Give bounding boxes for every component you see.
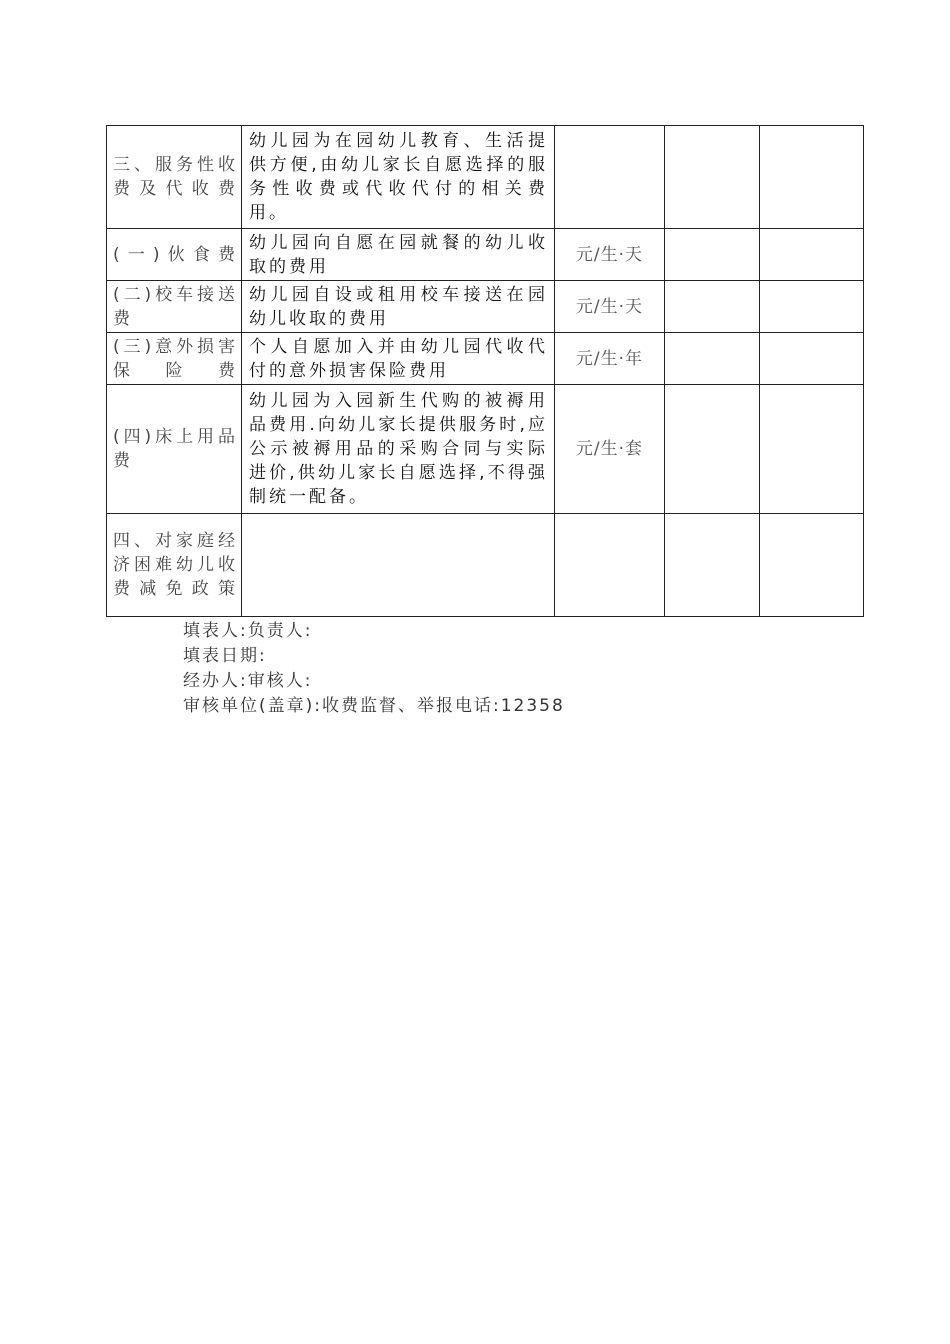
table-row	[107, 281, 864, 333]
review-unit-line: 审核单位(盖章):收费监督、举报电话:12358	[183, 696, 565, 716]
description-cell: 幼儿园自设或租用校车接送在园幼儿收取的费用	[242, 281, 555, 333]
handler-line: 经办人:审核人:	[183, 671, 313, 691]
blank-cell	[760, 514, 864, 617]
blank-cell	[665, 333, 760, 385]
description-cell: 幼儿园为入园新生代购的被褥用品费用.向幼儿家长提供服务时,应公示被褥用品的采购合同与实际进价,供幼儿家长自愿选择,不得强制统一配备。	[242, 385, 555, 514]
unit-cell: 元/生·套	[555, 385, 665, 514]
blank-cell	[665, 385, 760, 514]
fill-date-line: 填表日期:	[183, 646, 267, 666]
blank-cell	[760, 333, 864, 385]
description-cell: 个人自愿加入并由幼儿园代收代付的意外损害保险费用	[242, 333, 555, 385]
description-cell: 幼儿园为在园幼儿教育、生活提供方便,由幼儿家长自愿选择的服务性收费或代收代付的相关费用。	[242, 126, 555, 229]
fee-table	[106, 125, 864, 617]
item-cell: (三)意外损害保险费	[107, 333, 242, 385]
item-cell: (一)伙食费	[107, 229, 242, 281]
item-cell: (四)床上用品费	[107, 385, 242, 514]
table-row	[107, 229, 864, 281]
item-cell: 三、服务性收费及代收费	[107, 126, 242, 229]
blank-cell	[760, 126, 864, 229]
unit-cell: 元/生·天	[555, 229, 665, 281]
table-row	[107, 514, 864, 617]
blank-cell	[665, 229, 760, 281]
table-row	[107, 385, 864, 514]
blank-cell	[665, 126, 760, 229]
table-row	[107, 126, 864, 229]
unit-cell	[555, 126, 665, 229]
unit-cell: 元/生·天	[555, 281, 665, 333]
unit-cell: 元/生·年	[555, 333, 665, 385]
description-cell	[242, 514, 555, 617]
form-footer	[183, 619, 565, 719]
item-cell: (二)校车接送费	[107, 281, 242, 333]
table-row	[107, 333, 864, 385]
blank-cell	[665, 514, 760, 617]
blank-cell	[760, 229, 864, 281]
filler-line: 填表人:负责人:	[183, 621, 313, 641]
item-cell: 四、对家庭经济困难幼儿收费减免政策	[107, 514, 242, 617]
blank-cell	[760, 385, 864, 514]
unit-cell	[555, 514, 665, 617]
blank-cell	[665, 281, 760, 333]
description-cell: 幼儿园向自愿在园就餐的幼儿收取的费用	[242, 229, 555, 281]
blank-cell	[760, 281, 864, 333]
